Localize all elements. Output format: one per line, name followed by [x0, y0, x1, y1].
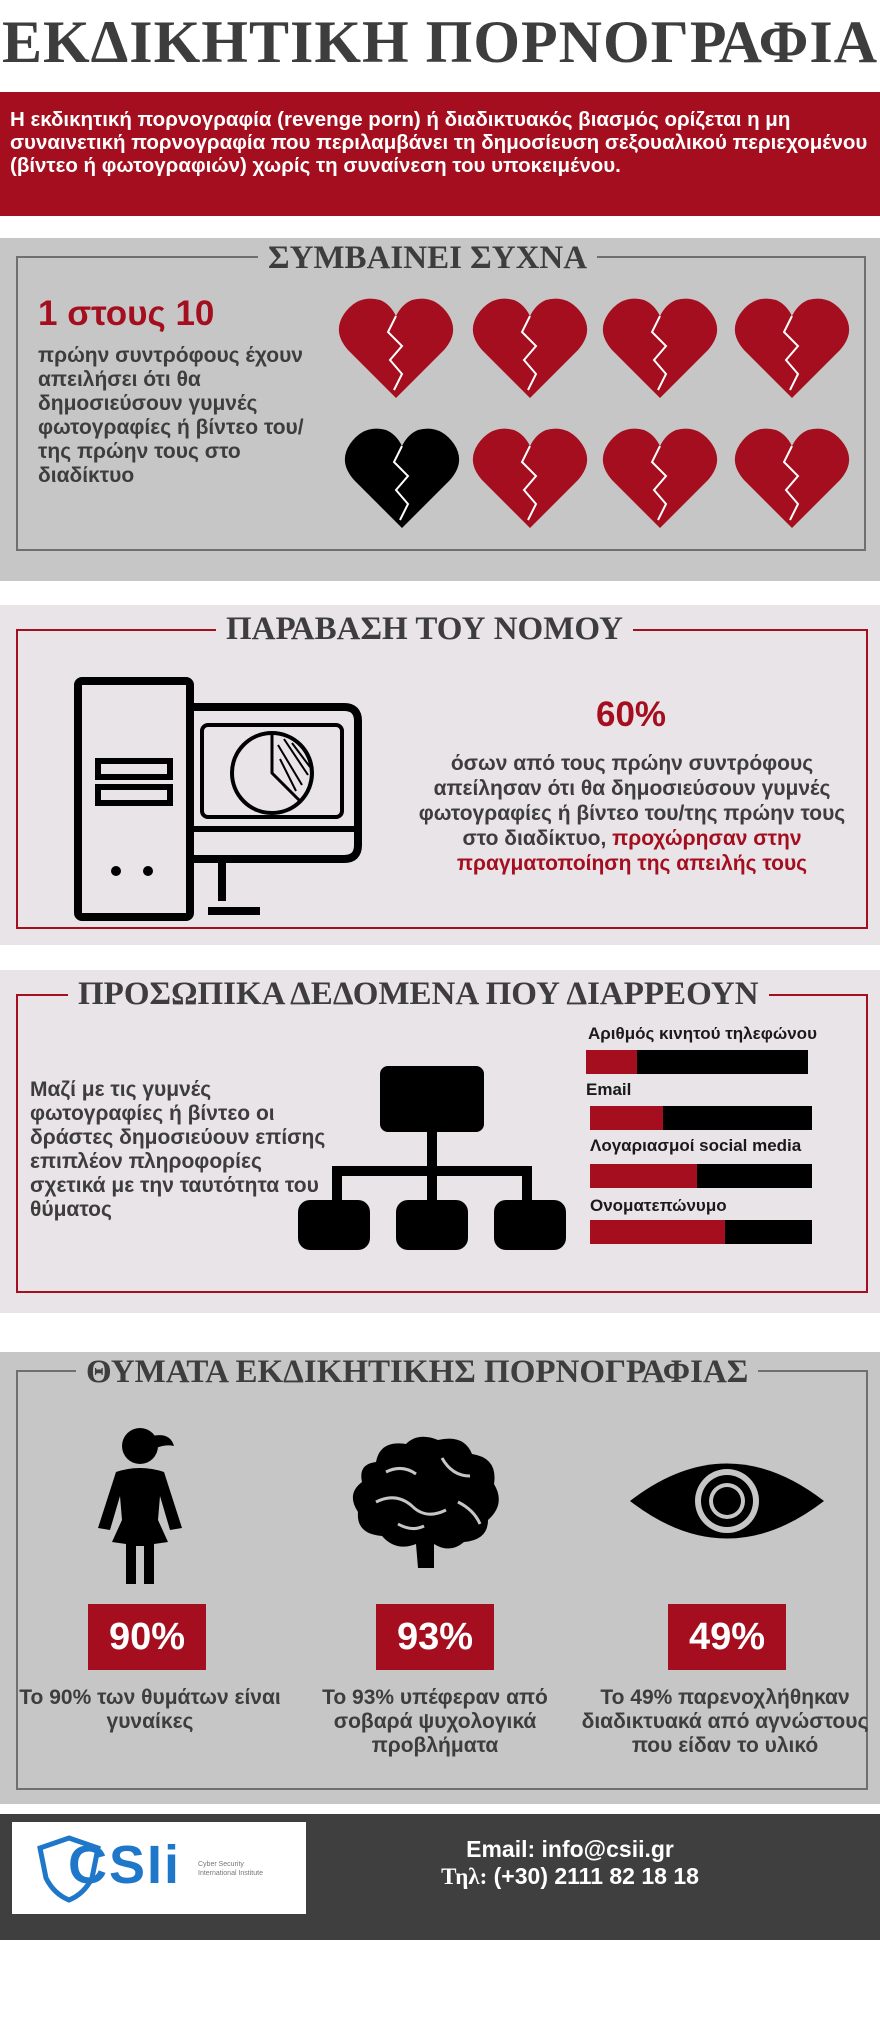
- section-title: ΠΡΟΣΩΠΙΚΑ ΔΕΔΟΜΕΝΑ ΠΟΥ ΔΙΑΡΡΕΟΥΝ: [68, 976, 769, 1013]
- intro-banner: Η εκδικητική πορνογραφία (revenge porn) ή διαδικτυακός βιασμός ορίζεται η μη συναινετική πορνογραφία που περιλαμβάνει τη δημοσίευση σεξουαλικού περιεχομένου (βίντεο ή φωτογραφιών) χωρίς τη συναίνεση του υποκειμένου.: [0, 92, 880, 216]
- bar-label: Email: [586, 1080, 632, 1099]
- victim-stat-text: Το 93% υπέφεραν από σοβαρά ψυχολογικά προβλήματα: [322, 1686, 548, 1757]
- stat-text-highlight: προχώρησαν στην πραγματοποίηση της απειλής τους: [456, 827, 808, 875]
- logo-text: CSIi: [68, 1835, 182, 1895]
- bar-fill: [590, 1164, 697, 1188]
- broken-heart-icon: [470, 294, 590, 402]
- logo[interactable]: [12, 1822, 306, 1914]
- section-description: Μαζί με τις γυμνές φωτογραφίες ή βίντεο οι δράστες δημοσιεύουν επίσης επιπλέον πληροφορίες σχετικά με την ταυτότητα του θύματος: [30, 1078, 326, 1221]
- broken-heart-icon: [732, 424, 852, 532]
- bar-track: [586, 1050, 808, 1074]
- bar-track: [590, 1164, 812, 1188]
- bar-track: [590, 1106, 812, 1130]
- contact-phone[interactable]: [420, 1863, 720, 1890]
- section-frequency: [0, 238, 880, 581]
- stat-description: πρώην συντρόφους έχουν απειλήσει ότι θα δημοσιεύσουν γυμνές φωτογραφίες ή βίντεο του/της πρώην τους στο διαδίκτυο: [38, 344, 304, 487]
- bar-label: Λογαριασμοί social media: [590, 1136, 802, 1155]
- victim-stat-badge: 90%: [88, 1604, 206, 1670]
- broken-heart-icon: [600, 424, 720, 532]
- contact-email[interactable]: Email: info@csii.gr: [466, 1836, 674, 1862]
- bar-track: [590, 1220, 812, 1244]
- hierarchy-icon: [296, 1062, 568, 1270]
- eye-icon: [628, 1446, 826, 1556]
- phone-value: (+30) 2111 82 18 18: [493, 1863, 699, 1889]
- broken-heart-icon: [342, 424, 462, 532]
- section-victims: [0, 1352, 880, 1804]
- section-title: ΘΥΜΑΤΑ ΕΚΔΙΚΗΤΙΚΗΣ ΠΟΡΝΟΓΡΑΦΙΑΣ: [76, 1354, 758, 1391]
- victim-stat-text: Το 49% παρενοχλήθηκαν διαδικτυακά από αγνώστους που είδαν το υλικό: [581, 1686, 869, 1757]
- logo-subtitle: Cyber Security International Institute: [198, 1861, 263, 1877]
- stat-value: 1 στους 10: [38, 294, 215, 333]
- section-law: [0, 605, 880, 945]
- stat-description: [408, 751, 856, 876]
- broken-heart-icon: [600, 294, 720, 402]
- bar-fill: [590, 1220, 725, 1244]
- broken-heart-icon: [336, 294, 456, 402]
- brain-icon: [346, 1432, 506, 1572]
- bar-label: Ονοματεπώνυμο: [590, 1196, 727, 1215]
- stat-text: όσων από τους πρώην συντρόφους απείλησαν ότι θα δημοσιεύσουν γυμνές φωτογραφίες ή βίντεο του/της πρώην τους στο διαδίκτυο,: [418, 752, 846, 850]
- broken-heart-icon: [732, 294, 852, 402]
- footer: [0, 1814, 880, 1940]
- computer-chart-icon: [72, 675, 368, 923]
- phone-label: Τηλ:: [441, 1864, 488, 1889]
- bar-fill: [586, 1050, 637, 1074]
- victim-stat-badge: 93%: [376, 1604, 494, 1670]
- broken-heart-icon: [470, 424, 590, 532]
- bar-label: Αριθμός κινητού τηλεφώνου: [588, 1024, 817, 1043]
- section-title: ΣΥΜΒΑΙΝΕΙ ΣΥΧΝΑ: [258, 240, 597, 277]
- section-data-leak: [0, 970, 880, 1313]
- stat-value: 60%: [596, 695, 667, 734]
- section-title: ΠΑΡΑΒΑΣΗ ΤΟΥ ΝΟΜΟΥ: [216, 611, 633, 648]
- bar-fill: [590, 1106, 663, 1130]
- victim-stat-text: Το 90% των θυμάτων είναι γυναίκες: [19, 1686, 281, 1733]
- woman-icon: [92, 1424, 192, 1586]
- contact-info: [420, 1836, 720, 1890]
- victim-stat-badge: 49%: [668, 1604, 786, 1670]
- page-title: ΕΚΔΙΚΗΤΙΚΗ ΠΟΡΝΟΓΡΑΦΙΑ: [1, 9, 879, 75]
